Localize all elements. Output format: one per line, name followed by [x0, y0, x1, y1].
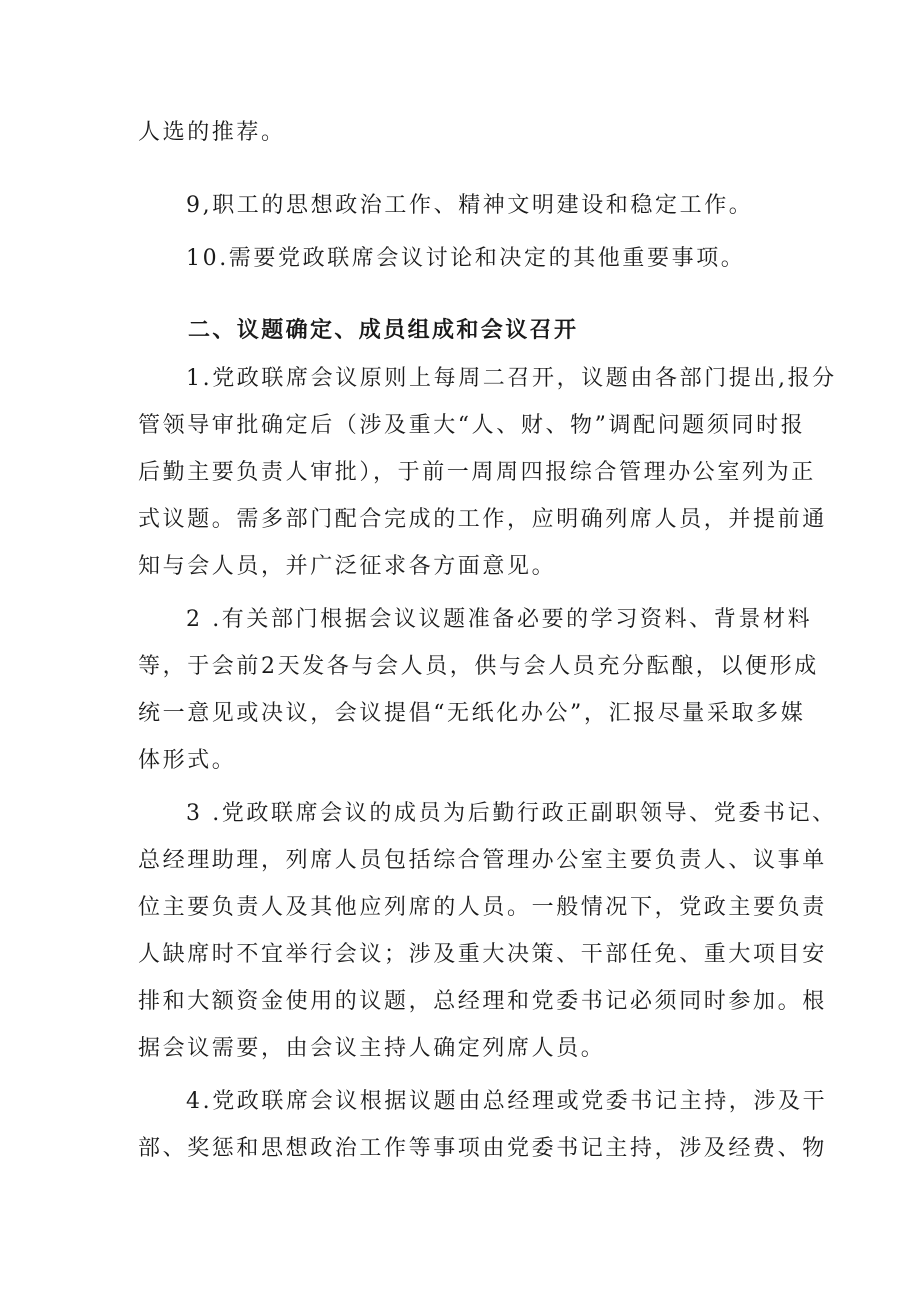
paragraph-1-line: 式议题。需多部门配合完成的工作，应明确列席人员，并提前通	[138, 507, 827, 532]
paragraph-4-line: 4.党政联席会议根据议题由总经理或党委书记主持，涉及干	[186, 1089, 828, 1114]
list-item-9: 9,职工的思想政治工作、精神文明建设和稳定工作。	[186, 193, 754, 218]
paragraph-3-line: 据会议需要，由会议主持人确定列席人员。	[138, 1036, 606, 1061]
paragraph-3-line: 位主要负责人及其他应列席的人员。一般情况下，党政主要负责	[138, 895, 827, 920]
paragraph-2-line: 2 .有关部门根据会议议题准备必要的学习资料、背景材料	[186, 607, 813, 632]
paragraph-1-line: 后勤主要负责人审批），于前一周周四报综合管理办公室列为正	[138, 460, 816, 485]
continuation-text: 人选的推荐。	[138, 120, 286, 145]
paragraph-2-line: 统一意见或决议，会议提倡“无纸化办公”，汇报尽量采取多媒	[138, 701, 806, 726]
paragraph-1-line: 1.党政联席会议原则上每周二召开，议题由各部门提出,报分	[186, 366, 837, 391]
paragraph-3-line: 排和大额资金使用的议题，总经理和党委书记必须同时参加。根	[138, 989, 827, 1014]
paragraph-4-line: 部、奖惩和思想政治工作等事项由党委书记主持，涉及经费、物	[138, 1136, 827, 1161]
paragraph-3-line: 3 .党政联席会议的成员为后勤行政正副职领导、党委书记、	[186, 801, 837, 826]
section-heading: 二、议题确定、成员组成和会议召开	[188, 318, 579, 343]
paragraph-2-line: 等，于会前2天发各与会人员，供与会人员充分酝酿，以便形成	[138, 654, 819, 679]
paragraph-2-line: 体形式。	[138, 748, 237, 773]
paragraph-1-line: 知与会人员，并广泛征求各方面意见。	[138, 554, 557, 579]
paragraph-3-line: 总经理助理，列席人员包括综合管理办公室主要负责人、议事单	[138, 848, 827, 873]
paragraph-1-line: 管领导审批确定后（涉及重大“人、财、物”调配问题须同时报	[138, 413, 806, 438]
list-item-10: 10.需要党政联席会议讨论和决定的其他重要事项。	[186, 246, 746, 271]
paragraph-3-line: 人缺席时不宜举行会议；涉及重大决策、干部任免、重大项目安	[138, 942, 827, 967]
